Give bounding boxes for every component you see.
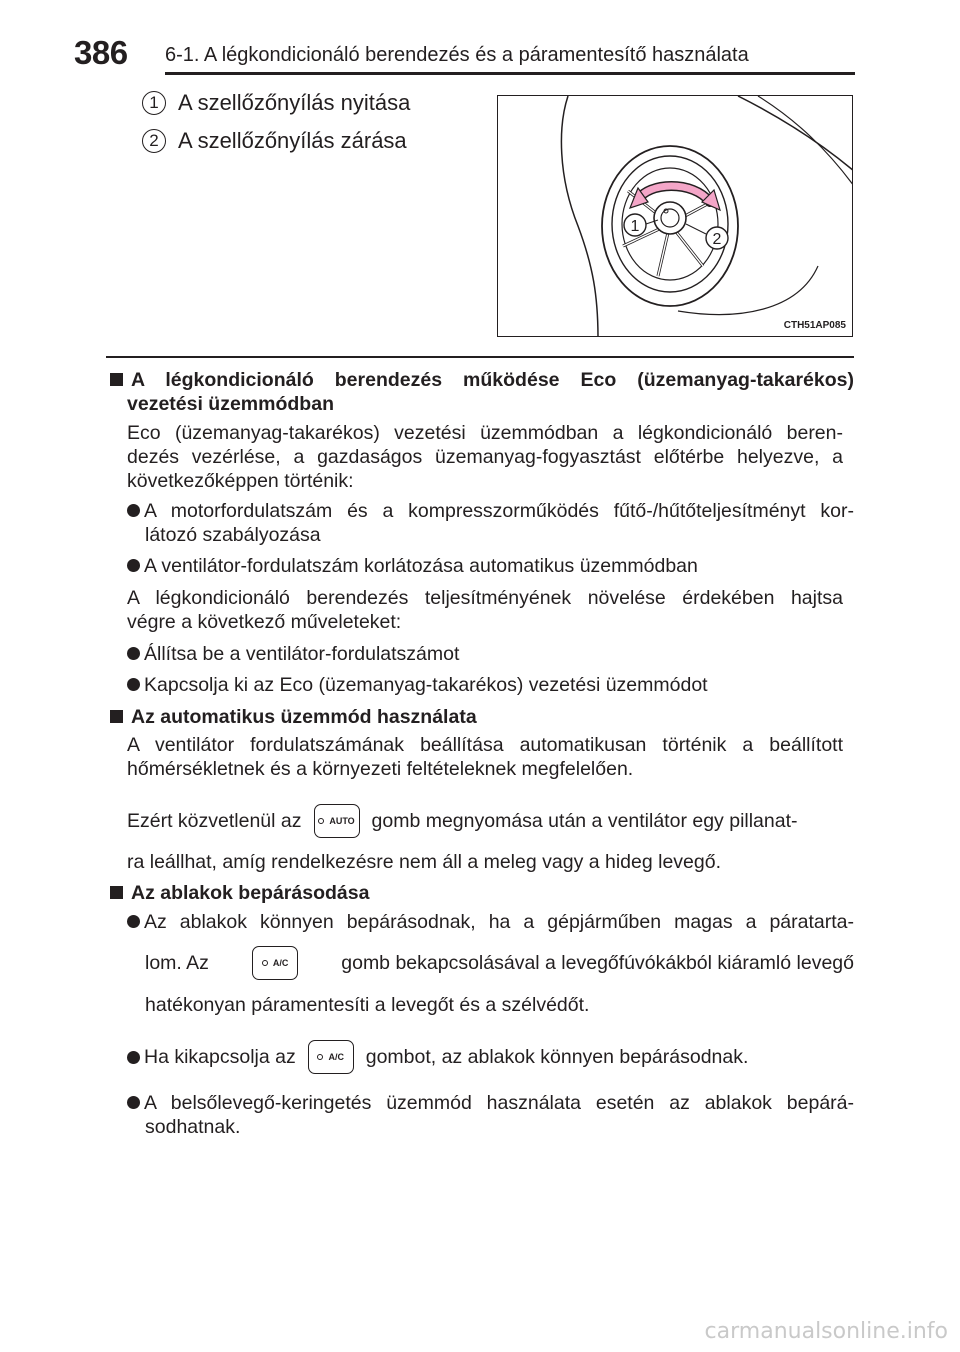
- callout-number-1: 1: [142, 91, 166, 115]
- eco-paragraph-line1: Eco (üzemanyag-takarékos) vezetési üzemmódban a légkondicionáló beren-: [127, 422, 843, 444]
- round-bullet-icon: [127, 915, 140, 928]
- bullet-text: Kapcsolja ki az Eco (üzemanyag-takarékos) vezetési üzemmódot: [144, 674, 708, 696]
- bullet-text: A ventilátor-fordulatszám korlátozása automatikus üzemmódban: [144, 555, 698, 577]
- square-bullet-icon: [110, 710, 123, 723]
- eco-paragraph-line3: következőképpen történik:: [127, 470, 354, 492]
- eco-bullet-3: [127, 642, 459, 666]
- fog-bullet-1-line3: hatékonyan páramentesíti a levegőt és a szélvédőt.: [145, 994, 590, 1016]
- bullet-text: A motorfordulatszám és a kompresszorműködés fűtő-/hűtőteljesítményt kor-: [144, 500, 854, 522]
- callout-1-label: 1: [630, 218, 640, 235]
- callout-number-2: 2: [142, 129, 166, 153]
- callout-2-label: 2: [712, 231, 722, 248]
- round-bullet-icon: [127, 559, 140, 572]
- auto-paragraph2-line1: [127, 804, 857, 838]
- indicator-light-icon: [262, 960, 268, 966]
- fog-bullet-3-line2: sodhatnak.: [145, 1116, 241, 1138]
- round-bullet-icon: [127, 1051, 140, 1064]
- inline-text: Ha kikapcsolja az: [144, 1046, 296, 1068]
- section-divider: [106, 356, 854, 358]
- page-number: 386: [74, 34, 128, 71]
- round-bullet-icon: [127, 678, 140, 691]
- eco-bullet-2: [127, 554, 698, 578]
- eco-paragraph2-line1: A légkondicionáló berendezés teljesítményének növelése érdekében hajtsa: [127, 587, 843, 609]
- auto-button-icon: [314, 804, 360, 838]
- fog-bullet-3-line1: [127, 1091, 854, 1115]
- square-bullet-icon: [110, 886, 123, 899]
- inline-text: gombot, az ablakok könnyen bepárásodnak.: [365, 1046, 749, 1068]
- legend-item-close: [142, 128, 407, 154]
- eco-bullet-1-line1: [127, 499, 854, 523]
- indicator-light-icon: [318, 818, 324, 824]
- square-bullet-icon: [110, 373, 123, 386]
- eco-paragraph-line2: dezés vezérlése, a gazdaságos üzemanyag-fogyasztást előtérbe helyezve, a: [127, 446, 843, 468]
- inline-text: gomb bekapcsolásával a levegőfúvókákból kiáramló levegő: [341, 952, 854, 974]
- fog-heading: [110, 881, 369, 905]
- air-vent-illustration: [497, 95, 853, 337]
- eco-bullet-1-line2: látozó szabályozása: [145, 524, 321, 546]
- eco-bullet-4: [127, 673, 708, 697]
- air-vent-drawing: [498, 96, 853, 337]
- bullet-text: A belsőlevegő-keringetés üzemmód használata esetén az ablakok bepárá-: [144, 1092, 854, 1114]
- chapter-title: 6-1. A légkondicionáló berendezés és a páramentesítő használata: [165, 44, 749, 66]
- fog-bullet-1-line2: [145, 946, 854, 980]
- bullet-text: Állítsa be a ventilátor-fordulatszámot: [144, 643, 460, 665]
- round-bullet-icon: [127, 647, 140, 660]
- auto-paragraph-line2: hőmérsékletnek és a környezeti feltételeknek megfelelően.: [127, 758, 634, 780]
- legend-item-open: [142, 90, 410, 116]
- fog-bullet-2: [127, 1040, 748, 1074]
- watermark-text: carmanualsonline.info: [704, 1319, 948, 1344]
- eco-paragraph2-line2: végre a következő műveleteket:: [127, 611, 402, 633]
- heading-text: Az ablakok bepárásodása: [131, 882, 370, 904]
- eco-heading-line1: [110, 368, 854, 392]
- button-icon-label: A/C: [272, 958, 289, 968]
- fog-bullet-1-line1: [127, 910, 854, 934]
- ac-button-icon: [252, 946, 298, 980]
- heading-text: A légkondicionáló berendezés működése Eco (üzemanyag-takarékos): [131, 369, 854, 391]
- round-bullet-icon: [127, 1096, 140, 1109]
- eco-heading-line2: vezetési üzemmódban: [127, 393, 334, 415]
- heading-text: Az automatikus üzemmód használata: [131, 706, 477, 728]
- bullet-text: Az ablakok könnyen bepárásodnak, ha a gépjárműben magas a páratarta-: [144, 911, 854, 933]
- inline-text: Ezért közvetlenül az: [127, 810, 302, 832]
- button-icon-label: AUTO: [329, 816, 355, 826]
- legend-label: A szellőzőnyílás nyitása: [178, 90, 411, 115]
- legend-label: A szellőzőnyílás zárása: [178, 128, 407, 153]
- figure-code: CTH51AP085: [783, 320, 846, 331]
- inline-text: lom. Az: [145, 952, 209, 974]
- round-bullet-icon: [127, 504, 140, 517]
- auto-heading: [110, 705, 477, 729]
- auto-paragraph2-line2: ra leállhat, amíg rendelkezésre nem áll a meleg vagy a hideg levegő.: [127, 851, 722, 873]
- indicator-light-icon: [317, 1054, 323, 1060]
- header-divider: [165, 72, 855, 75]
- auto-paragraph-line1: A ventilátor fordulatszámának beállítása automatikusan történik a beállított: [127, 734, 843, 756]
- button-icon-label: A/C: [328, 1052, 344, 1062]
- ac-button-icon: [308, 1040, 354, 1074]
- inline-text: gomb megnyomása után a ventilátor egy pillanat-: [371, 810, 798, 832]
